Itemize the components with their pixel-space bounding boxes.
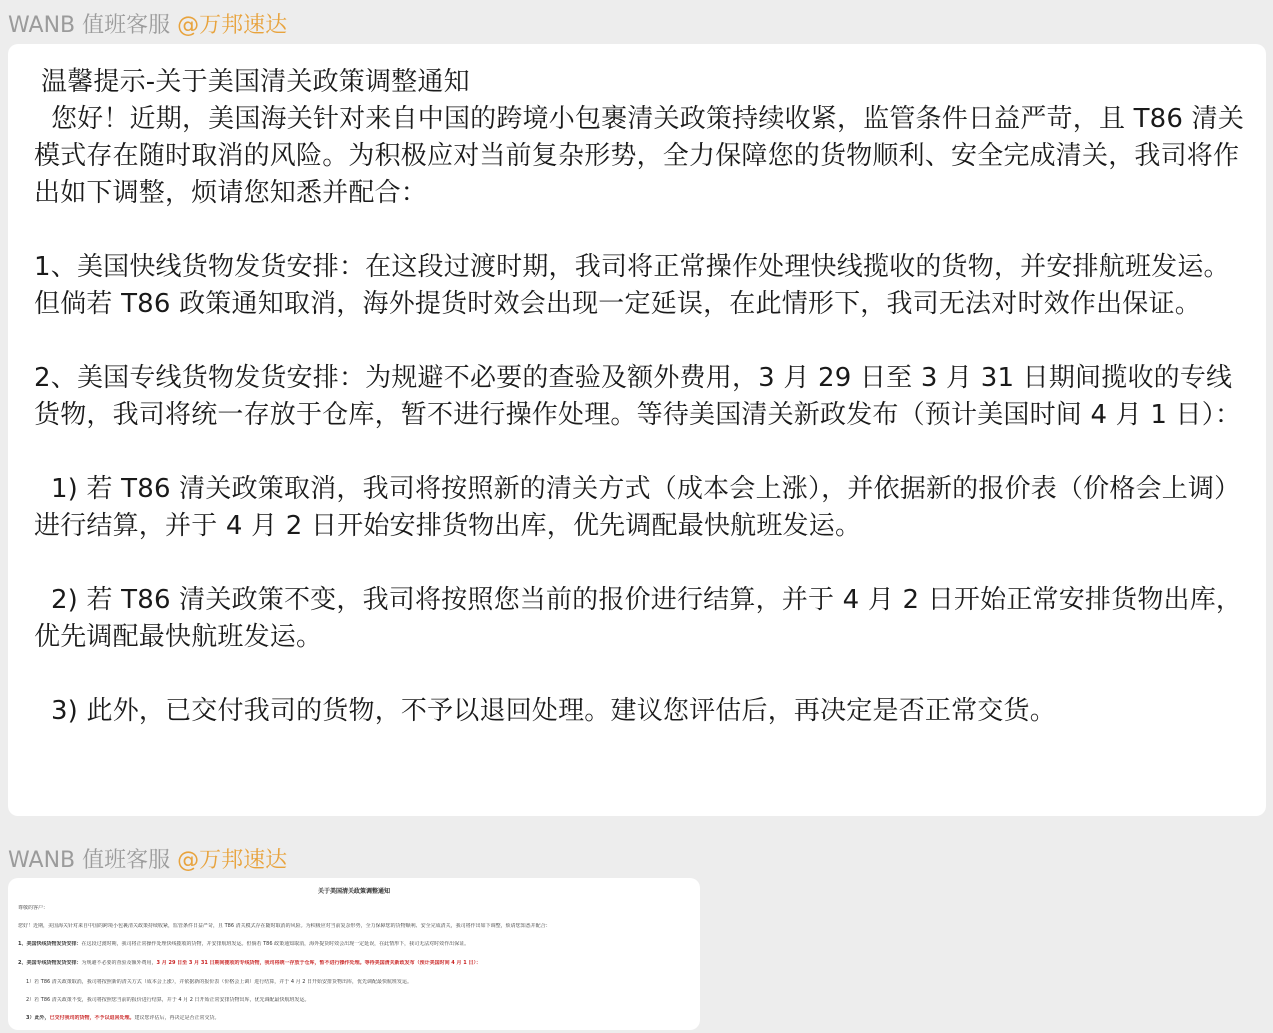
message-text — [34, 64, 1252, 730]
message-title: 温馨提示-关于美国清关政策调整通知 — [41, 67, 470, 97]
document-attachment[interactable] — [8, 878, 700, 1030]
message-sender — [8, 8, 287, 39]
document-preview — [8, 878, 700, 1030]
sender-name[interactable]: WANB 值班客服 — [8, 13, 171, 38]
message-body: 您好！近期，美国海关针对来自中国的跨境小包裹清关政策持续收紧，监管条件日益严苛，且 T86 清关模式存在随时取消的风险。为积极应对当前复杂形势，全力保障您的货物顺利、安全完成清关，我司将作出如下调整，烦请您知悉并配合： 1、美国快线货物发货安排：在这段过渡时期，我司将正常操作处理快线揽收的货物，并安排航班发运。但倘若 T86 政策通知取消，海外提货时效会出现一定延误，在此情形下，我司无法对时效作出保证。 2、美国专线货物发货安排：为规避不必要的查验及额外费用，3 月 29 日至 3 月 31 日期间揽收的专线货物，我司将统一存放于仓库，暂不进行操作处理。等待美国清关新政发布（预计美国时间 4 月 1 日）： 1) 若 T86 清关政策取消，我司将按照新的清关方式（成本会上涨），并依据新的报价表（价格会上调）进行结算，并于 4 月 2 日开始安排货物出库，优先调配最快航班发运。 2) 若 T86 清关政策不变，我司将按照您当前的报价进行结算，并于 4 月 2 日开始正常安排货物出库，优先调配最快航班发运。 3) 此外，已交付我司的货物，不予以退回处理。建议您评估后，再决定是否正常交货。 — [34, 104, 1245, 726]
document-title: 关于美国清关政策调整通知 — [317, 888, 390, 895]
document-subitem-2: 2）若 T86 清关政策不变，我司将按照您当前的报价进行结算，并于 4 月 2 日开始正常安排货物出库，优先调配最快航班发运。 — [26, 997, 310, 1003]
sender-name[interactable]: WANB 值班客服 — [8, 848, 171, 873]
document-paragraph-2: 2、美国专线货物发货安排：为规避不必要的查验及额外费用，3 月 29 日至 3 月 31 日期间揽收的专线货物，我司将统一存放于仓库，暂不进行操作处理。等待美国清关新政发布（预计美国时间 4 月 1 日）： — [18, 960, 481, 966]
sender-mention[interactable]: @万邦速达 — [177, 13, 288, 38]
document-greeting: 尊敬的客户： — [18, 905, 49, 911]
document-subitem-1: 1）若 T86 清关政策取消，我司将按照新的清关方式（成本会上涨），并依据新的报价表（价格会上调）进行结算，并于 4 月 2 日开始安排货物出库，优先调配最快航班发运。 — [26, 979, 413, 985]
message-sender — [8, 843, 287, 874]
document-paragraph-1: 1、美国快线货物发货安排：在这段过渡时期，我司将正常操作处理快线揽收的货物，并安排航班发运。但倘若 T86 政策通知取消，海外提货时效会出现一定延误，在此情形下，我司无法对时效作出保证。 — [18, 941, 470, 947]
sender-mention[interactable]: @万邦速达 — [177, 848, 288, 873]
document-intro: 您好！近期，美国海关针对来自中国的跨境小包裹清关政策持续收紧，监管条件日益严苛，且 T86 清关模式存在随时取消的风险。为积极应对当前复杂形势，全力保障您的货物顺利、安全完成清关，我司将作出如下调整，烦请您知悉并配合： — [18, 923, 551, 929]
document-subitem-3: 3）此外，已交付我司的货物，不予以退回处理。建议您评估后，再决定是否正常交货。 — [26, 1015, 220, 1021]
message-bubble[interactable] — [8, 44, 1266, 816]
